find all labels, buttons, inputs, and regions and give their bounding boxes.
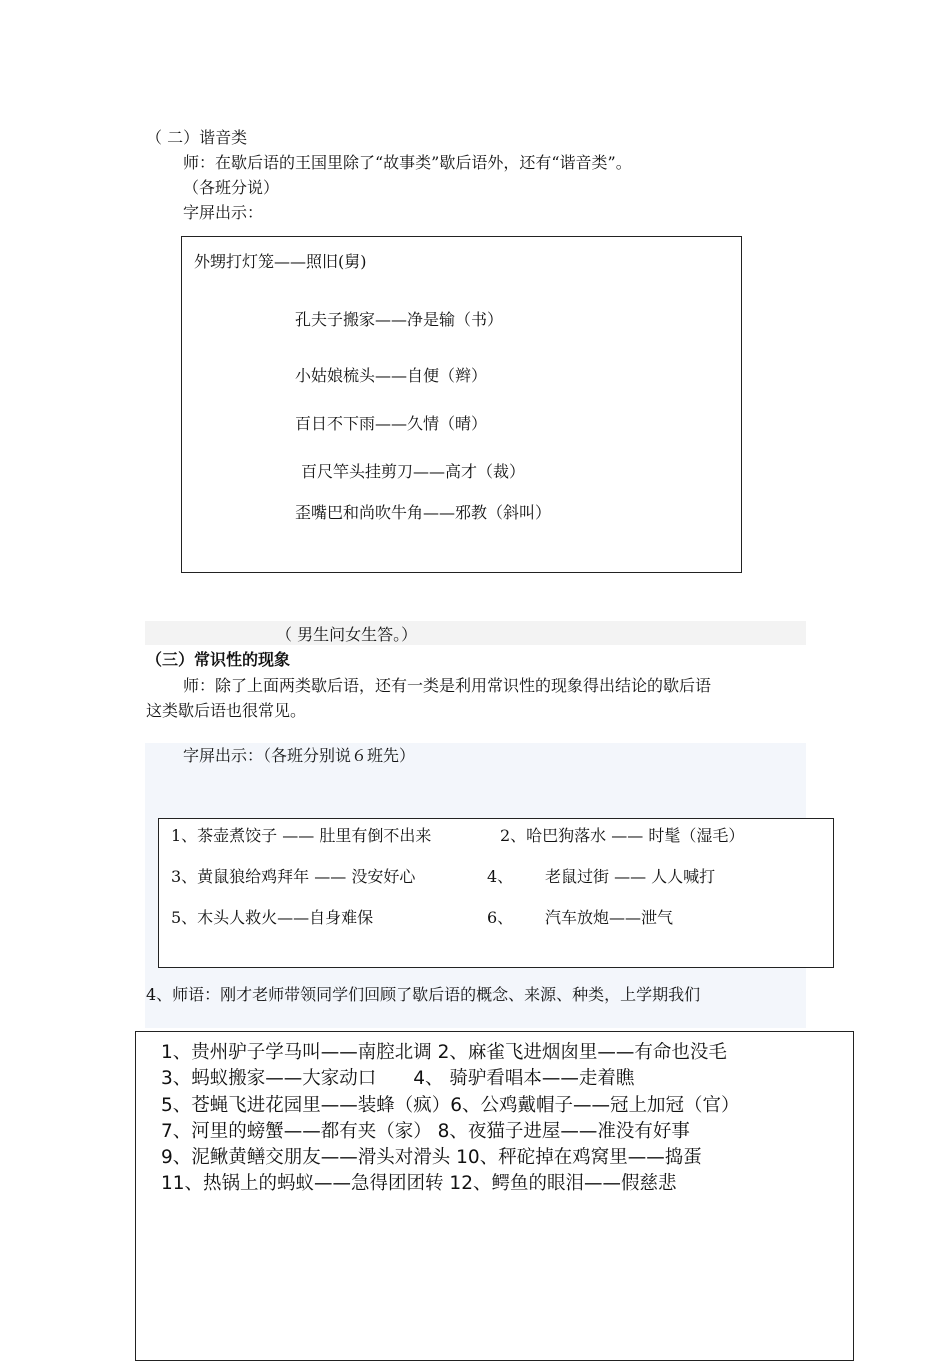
section3-heading: （三）常识性的现象 xyxy=(146,650,291,669)
box1-line-1: 外甥打灯笼——照旧(舅) xyxy=(194,252,367,271)
box2-row1-left: 1、茶壶煮饺子 —— 肚里有倒不出来 xyxy=(171,826,432,845)
box2-row2-left: 3、黄鼠狼给鸡拜年 —— 没安好心 xyxy=(171,867,416,886)
box2-row3-right: 汽车放炮——泄气 xyxy=(545,908,674,927)
section3-teacher-line-1: 师：除了上面两类歇后语，还有一类是利用常识性的现象得出结论的歇后语 xyxy=(183,676,712,695)
section2-heading: （ 二）谐音类 xyxy=(146,128,248,147)
box2-row3-left: 5、木头人救火——自身难保 xyxy=(171,908,374,927)
section2-screen-label: 字屏出示： xyxy=(183,203,264,222)
box1-line-2: 孔夫子搬家——净是输（书） xyxy=(295,310,504,329)
qa-note: （ 男生问女生答。） xyxy=(276,625,418,644)
box3-line-2: 3、蚂蚁搬家——大家动口 4、 骑驴看唱本——走着瞧 xyxy=(161,1068,635,1089)
box3-line-3: 5、苍蝇飞进花园里——装蜂（疯）6、公鸡戴帽子——冠上加冠（官） xyxy=(161,1095,740,1116)
homophone-box xyxy=(181,236,742,573)
box3-line-4: 7、河里的螃蟹——都有夹（家） 8、夜猫子进屋——准没有好事 xyxy=(161,1121,690,1142)
box1-line-6: 歪嘴巴和尚吹牛角——邪教（斜叫） xyxy=(295,503,552,522)
section3-screen-label: 字屏出示：（各班分别说６班先） xyxy=(183,746,416,765)
review-box xyxy=(135,1031,854,1361)
box1-line-4: 百日不下雨——久情（晴） xyxy=(295,414,488,433)
section2-teacher-line: 师：在歇后语的王国里除了“故事类”歇后语外，还有“谐音类”。 xyxy=(183,153,632,172)
section3-teacher-line-2: 这类歇后语也很常见。 xyxy=(146,701,307,720)
section2-class-note: （各班分说） xyxy=(183,178,280,197)
section4-teacher-line: 4、师语：刚才老师带领同学们回顾了歇后语的概念、来源、种类，上学期我们 xyxy=(146,985,701,1004)
common-sense-box xyxy=(158,818,834,968)
box1-line-3: 小姑娘梳头——自便（辫） xyxy=(295,366,488,385)
qa-shade xyxy=(145,621,806,645)
box3-line-5: 9、泥鳅黄鳝交朋友——滑头对滑头 10、秤砣掉在鸡窝里——捣蛋 xyxy=(161,1147,702,1168)
box1-line-5: 百尺竿头挂剪刀——高才（裁） xyxy=(301,462,526,481)
box3-line-1: 1、贵州驴子学马叫——南腔北调 2、麻雀飞进烟囱里——有命也没毛 xyxy=(161,1042,727,1063)
box2-row1-right: 2、哈巴狗落水 —— 时髦（湿毛） xyxy=(500,826,745,845)
box2-row2-right: 老鼠过街 —— 人人喊打 xyxy=(545,867,716,886)
box3-line-6: 11、热锅上的蚂蚁——急得团团转 12、鳄鱼的眼泪——假慈悲 xyxy=(161,1173,677,1194)
box2-row2-num: 4、 xyxy=(487,867,514,886)
box2-row3-num: 6、 xyxy=(487,908,514,927)
